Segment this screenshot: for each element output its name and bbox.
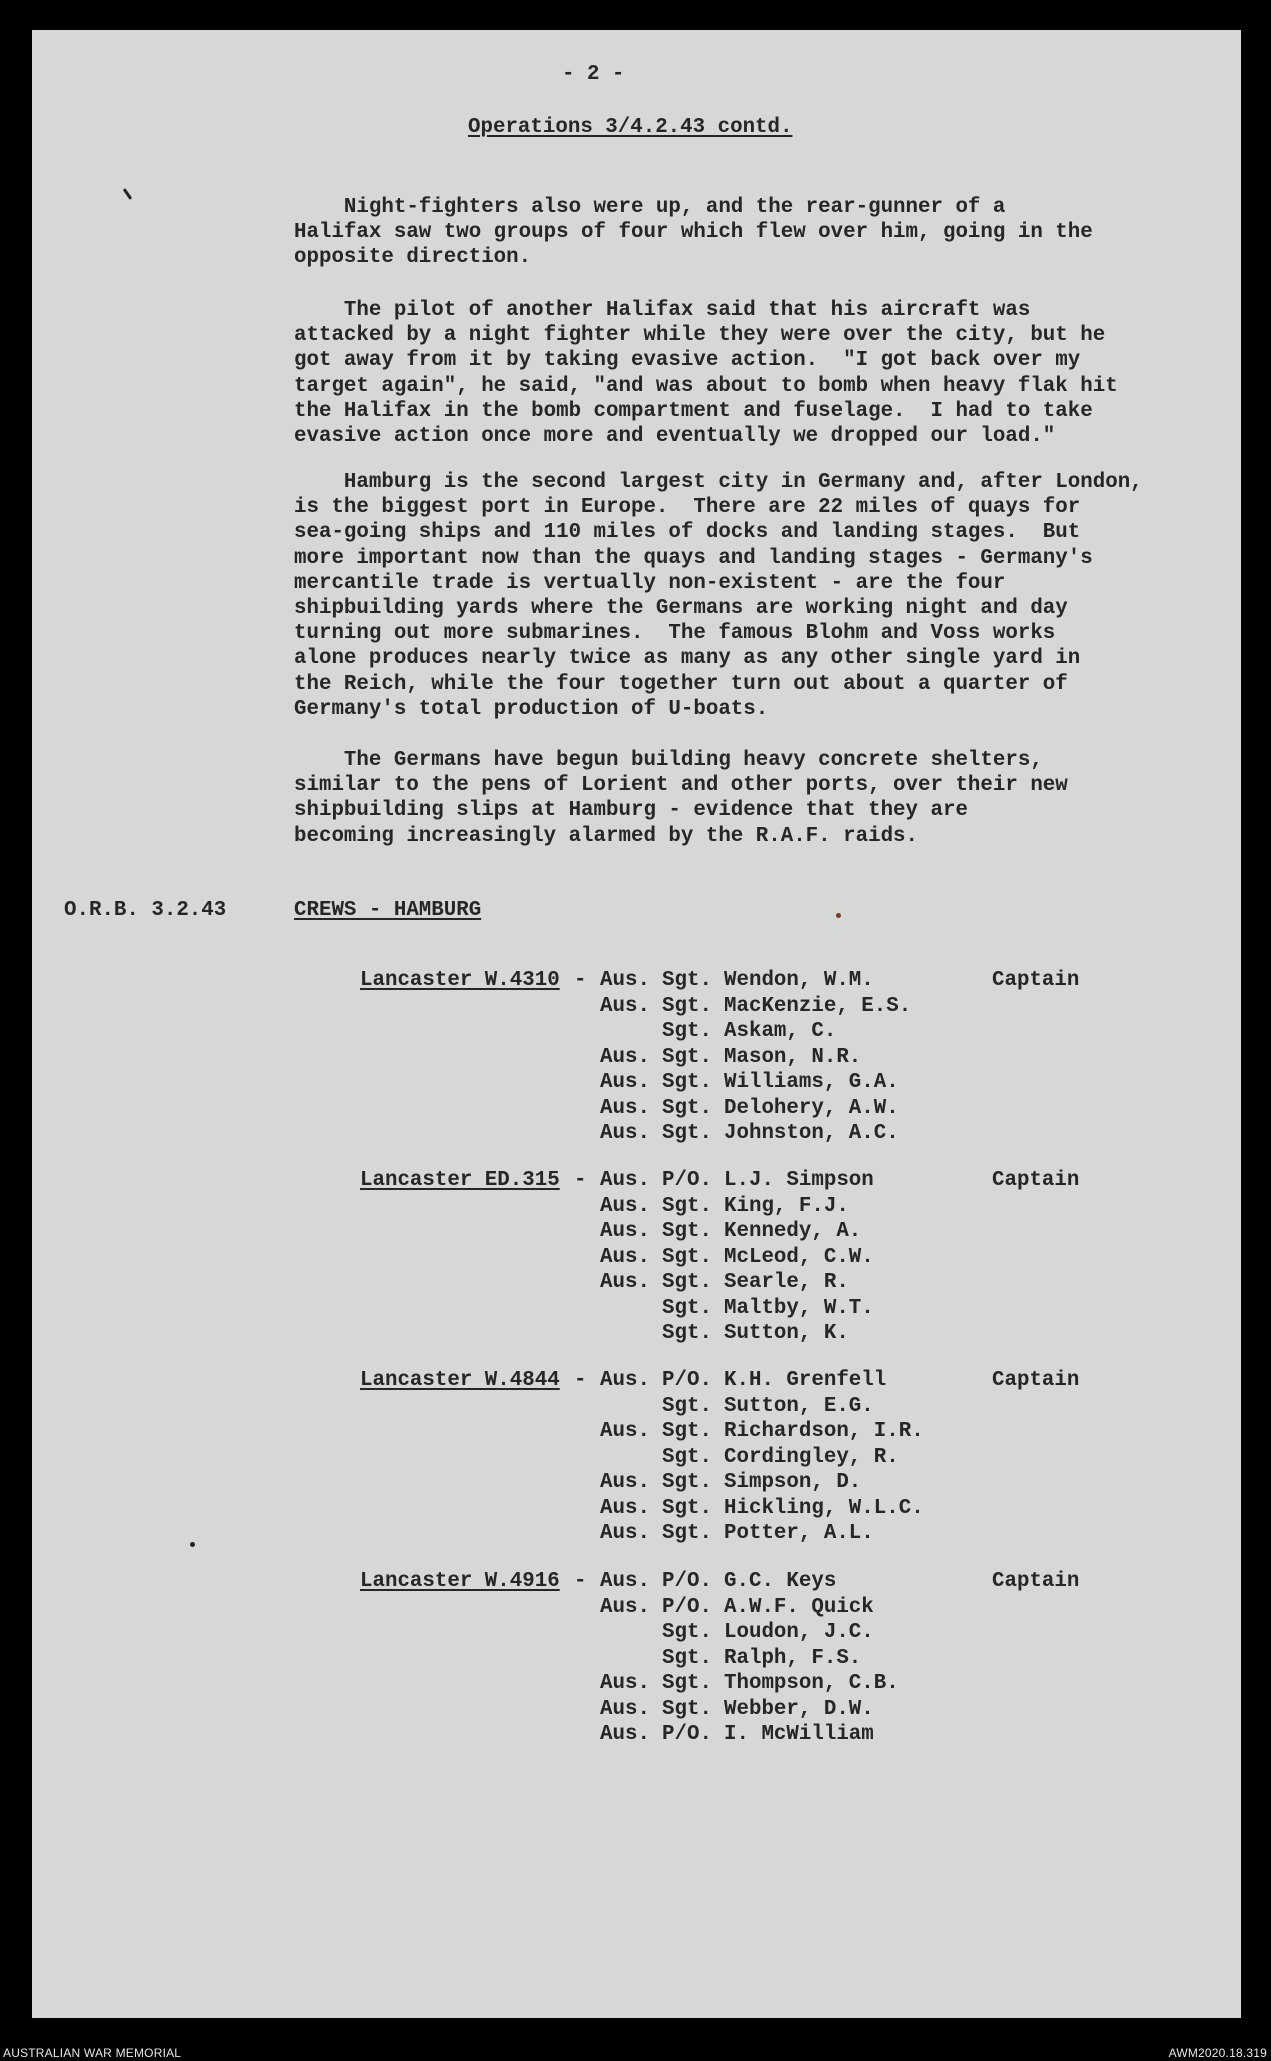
crew-nationality: Aus. bbox=[600, 1570, 650, 1593]
crew-rank: Sgt. bbox=[662, 1646, 712, 1670]
crew-nationality: Aus. bbox=[600, 1471, 650, 1494]
crew-rank: P/O. bbox=[662, 1570, 712, 1593]
aircraft-label: Lancaster ED.315 bbox=[360, 1169, 560, 1192]
crew-rank: P/O. bbox=[662, 1169, 712, 1192]
crew-rank: P/O. bbox=[662, 1369, 712, 1392]
crew-rank: Sgt. bbox=[662, 969, 712, 992]
paragraph-4 bbox=[294, 748, 1174, 849]
crew-rank: Sgt. bbox=[662, 1471, 712, 1494]
crew-name: King, F.J. bbox=[724, 1194, 849, 1218]
crew-role: Captain bbox=[992, 1169, 1080, 1192]
paragraph-line: more important now than the quays and landing stages - Germany's bbox=[294, 546, 1093, 570]
crew-rank: Sgt. bbox=[662, 1071, 712, 1094]
crew-nationality: Aus. bbox=[600, 1496, 650, 1520]
paragraph-line: shipbuilding yards where the Germans are working night and day bbox=[294, 597, 1068, 621]
crew-nationality: Aus. bbox=[600, 1122, 650, 1145]
crew-nationality: Aus. bbox=[600, 1071, 650, 1094]
crew-name: Loudon, J.C. bbox=[724, 1621, 874, 1644]
crew-rank: Sgt. bbox=[662, 1496, 712, 1520]
crew-rank: Sgt. bbox=[662, 994, 712, 1018]
crew-nationality: Aus. bbox=[600, 994, 650, 1018]
crew-name: K.H. Grenfell bbox=[724, 1369, 887, 1392]
crew-nationality: Aus. bbox=[600, 1245, 650, 1269]
paragraph-line: the Halifax in the bomb compartment and fuselage. I had to take bbox=[294, 399, 1093, 423]
orb-reference: O.R.B. 3.2.43 bbox=[64, 899, 227, 922]
crew-name: A.W.F. Quick bbox=[724, 1595, 874, 1619]
paragraph-line: the Reich, while the four together turn out about a quarter of bbox=[294, 672, 1068, 696]
crews-heading: CREWS - HAMBURG bbox=[294, 899, 482, 922]
crew-name: McLeod, C.W. bbox=[724, 1245, 874, 1269]
crew-rank: Sgt. bbox=[662, 1122, 712, 1145]
paragraph-2 bbox=[294, 298, 1174, 449]
paragraph-line: sea-going ships and 110 miles of docks and landing stages. But bbox=[294, 521, 1081, 545]
crew-name: MacKenzie, E.S. bbox=[724, 994, 912, 1018]
paper-speck bbox=[190, 1542, 195, 1547]
paragraph-line: got away from it by taking evasive action. "I got back over my bbox=[294, 349, 1081, 373]
paragraph-line: opposite direction. bbox=[294, 246, 532, 270]
crew-rank: P/O. bbox=[662, 1723, 712, 1746]
crew-nationality: Aus. bbox=[600, 1595, 650, 1619]
paragraph-line: Night-fighters also were up, and the rear-gunner of a bbox=[294, 196, 1006, 219]
crew-nationality: Aus. bbox=[600, 1220, 650, 1243]
crew-nationality: Aus. bbox=[600, 969, 650, 992]
aircraft-dash: - bbox=[574, 1169, 587, 1192]
crew-name: Mason, N.R. bbox=[724, 1045, 862, 1069]
crew-rank: Sgt. bbox=[662, 1271, 712, 1294]
paragraph-line: shipbuilding slips at Hamburg - evidence that they are bbox=[294, 799, 968, 823]
crew-name: Cordingley, R. bbox=[724, 1445, 899, 1469]
crew-role: Captain bbox=[992, 969, 1080, 992]
crew-name: Kennedy, A. bbox=[724, 1220, 862, 1243]
aircraft-label: Lancaster W.4844 bbox=[360, 1369, 560, 1392]
crew-name: Sutton, E.G. bbox=[724, 1394, 874, 1418]
paragraph-line: Hamburg is the second largest city in Germany and, after London, bbox=[294, 471, 1143, 494]
crew-name: L.J. Simpson bbox=[724, 1169, 874, 1192]
aircraft-dash: - bbox=[574, 969, 587, 992]
document-page bbox=[32, 30, 1241, 2018]
crew-nationality: Aus. bbox=[600, 1697, 650, 1721]
crew-rank: Sgt. bbox=[662, 1672, 712, 1695]
paragraph-line: attacked by a night fighter while they were over the city, but he bbox=[294, 324, 1106, 348]
crew-rank: Sgt. bbox=[662, 1096, 712, 1120]
crew-rank: Sgt. bbox=[662, 1697, 712, 1721]
crew-role: Captain bbox=[992, 1369, 1080, 1392]
crew-nationality: Aus. bbox=[600, 1723, 650, 1746]
paragraph-line: alone produces nearly twice as many as any other single yard in bbox=[294, 647, 1081, 671]
crew-nationality: Aus. bbox=[600, 1420, 650, 1443]
aircraft-dash: - bbox=[574, 1369, 587, 1392]
crew-name: Webber, D.W. bbox=[724, 1697, 874, 1721]
crew-rank: Sgt. bbox=[662, 1296, 712, 1320]
crew-name: G.C. Keys bbox=[724, 1570, 837, 1593]
crew-nationality: Aus. bbox=[600, 1271, 650, 1294]
crew-nationality: Aus. bbox=[600, 1522, 650, 1545]
crew-name: Simpson, D. bbox=[724, 1471, 862, 1494]
crew-role: Captain bbox=[992, 1570, 1080, 1593]
crew-rank: Sgt. bbox=[662, 1322, 712, 1345]
paragraph-line: becoming increasingly alarmed by the R.A.F. raids. bbox=[294, 824, 919, 848]
crew-rank: Sgt. bbox=[662, 1045, 712, 1069]
paragraph-line: The Germans have begun building heavy concrete shelters, bbox=[294, 749, 1043, 772]
crew-rank: Sgt. bbox=[662, 1394, 712, 1418]
crew-name: Sutton, K. bbox=[724, 1322, 849, 1345]
crew-name: Delohery, A.W. bbox=[724, 1096, 899, 1120]
crew-name: Maltby, W.T. bbox=[724, 1296, 874, 1320]
crew-name: Richardson, I.R. bbox=[724, 1420, 924, 1443]
crew-nationality: Aus. bbox=[600, 1672, 650, 1695]
paragraph-line: is the biggest port in Europe. There are 22 miles of quays for bbox=[294, 496, 1081, 520]
aircraft-label: Lancaster W.4916 bbox=[360, 1570, 560, 1593]
crew-name: Williams, G.A. bbox=[724, 1071, 899, 1094]
crew-rank: Sgt. bbox=[662, 1621, 712, 1644]
crew-rank: P/O. bbox=[662, 1595, 712, 1619]
crew-name: Johnston, A.C. bbox=[724, 1122, 899, 1145]
crew-rank: Sgt. bbox=[662, 1020, 712, 1043]
crew-rank: Sgt. bbox=[662, 1220, 712, 1243]
crew-rank: Sgt. bbox=[662, 1420, 712, 1443]
crew-rank: Sgt. bbox=[662, 1445, 712, 1469]
paragraph-line: Halifax saw two groups of four which flew over him, going in the bbox=[294, 221, 1093, 245]
crew-nationality: Aus. bbox=[600, 1369, 650, 1392]
crew-name: Askam, C. bbox=[724, 1020, 837, 1043]
paragraph-line: turning out more submarines. The famous Blohm and Voss works bbox=[294, 622, 1056, 646]
aircraft-label: Lancaster W.4310 bbox=[360, 969, 560, 992]
paragraph-line: The pilot of another Halifax said that his aircraft was bbox=[294, 299, 1031, 322]
paper-speck bbox=[836, 913, 841, 918]
crew-name: Searle, R. bbox=[724, 1271, 849, 1294]
paragraph-line: evasive action once more and eventually we dropped our load." bbox=[294, 425, 1056, 449]
crew-name: Wendon, W.M. bbox=[724, 969, 874, 992]
crew-name: Ralph, F.S. bbox=[724, 1646, 862, 1670]
crew-name: Hickling, W.L.C. bbox=[724, 1496, 924, 1520]
aircraft-dash: - bbox=[574, 1570, 587, 1593]
crew-rank: Sgt. bbox=[662, 1245, 712, 1269]
footer-right: AWM2020.18.319 bbox=[1168, 2046, 1267, 2060]
paragraph-line: mercantile trade is vertually non-existent - are the four bbox=[294, 571, 1006, 595]
crew-nationality: Aus. bbox=[600, 1194, 650, 1218]
paragraph-line: similar to the pens of Lorient and other ports, over their new bbox=[294, 774, 1068, 798]
crew-name: Potter, A.L. bbox=[724, 1522, 874, 1545]
footer-left: AUSTRALIAN WAR MEMORIAL bbox=[3, 2046, 182, 2060]
page-number: - 2 - bbox=[562, 63, 625, 86]
paper-speck bbox=[123, 188, 132, 200]
paragraph-line: Germany's total production of U-boats. bbox=[294, 697, 769, 721]
crew-name: Thompson, C.B. bbox=[724, 1672, 899, 1695]
crew-nationality: Aus. bbox=[600, 1045, 650, 1069]
crew-name: I. McWilliam bbox=[724, 1723, 874, 1746]
paragraph-3 bbox=[294, 470, 1174, 722]
crew-rank: Sgt. bbox=[662, 1194, 712, 1218]
crew-nationality: Aus. bbox=[600, 1169, 650, 1192]
paragraph-line: target again", he said, "and was about to bomb when heavy flak hit bbox=[294, 374, 1118, 398]
document-heading: Operations 3/4.2.43 contd. bbox=[468, 116, 793, 139]
paragraph-1 bbox=[294, 195, 1174, 271]
crew-nationality: Aus. bbox=[600, 1096, 650, 1120]
crew-rank: Sgt. bbox=[662, 1522, 712, 1545]
